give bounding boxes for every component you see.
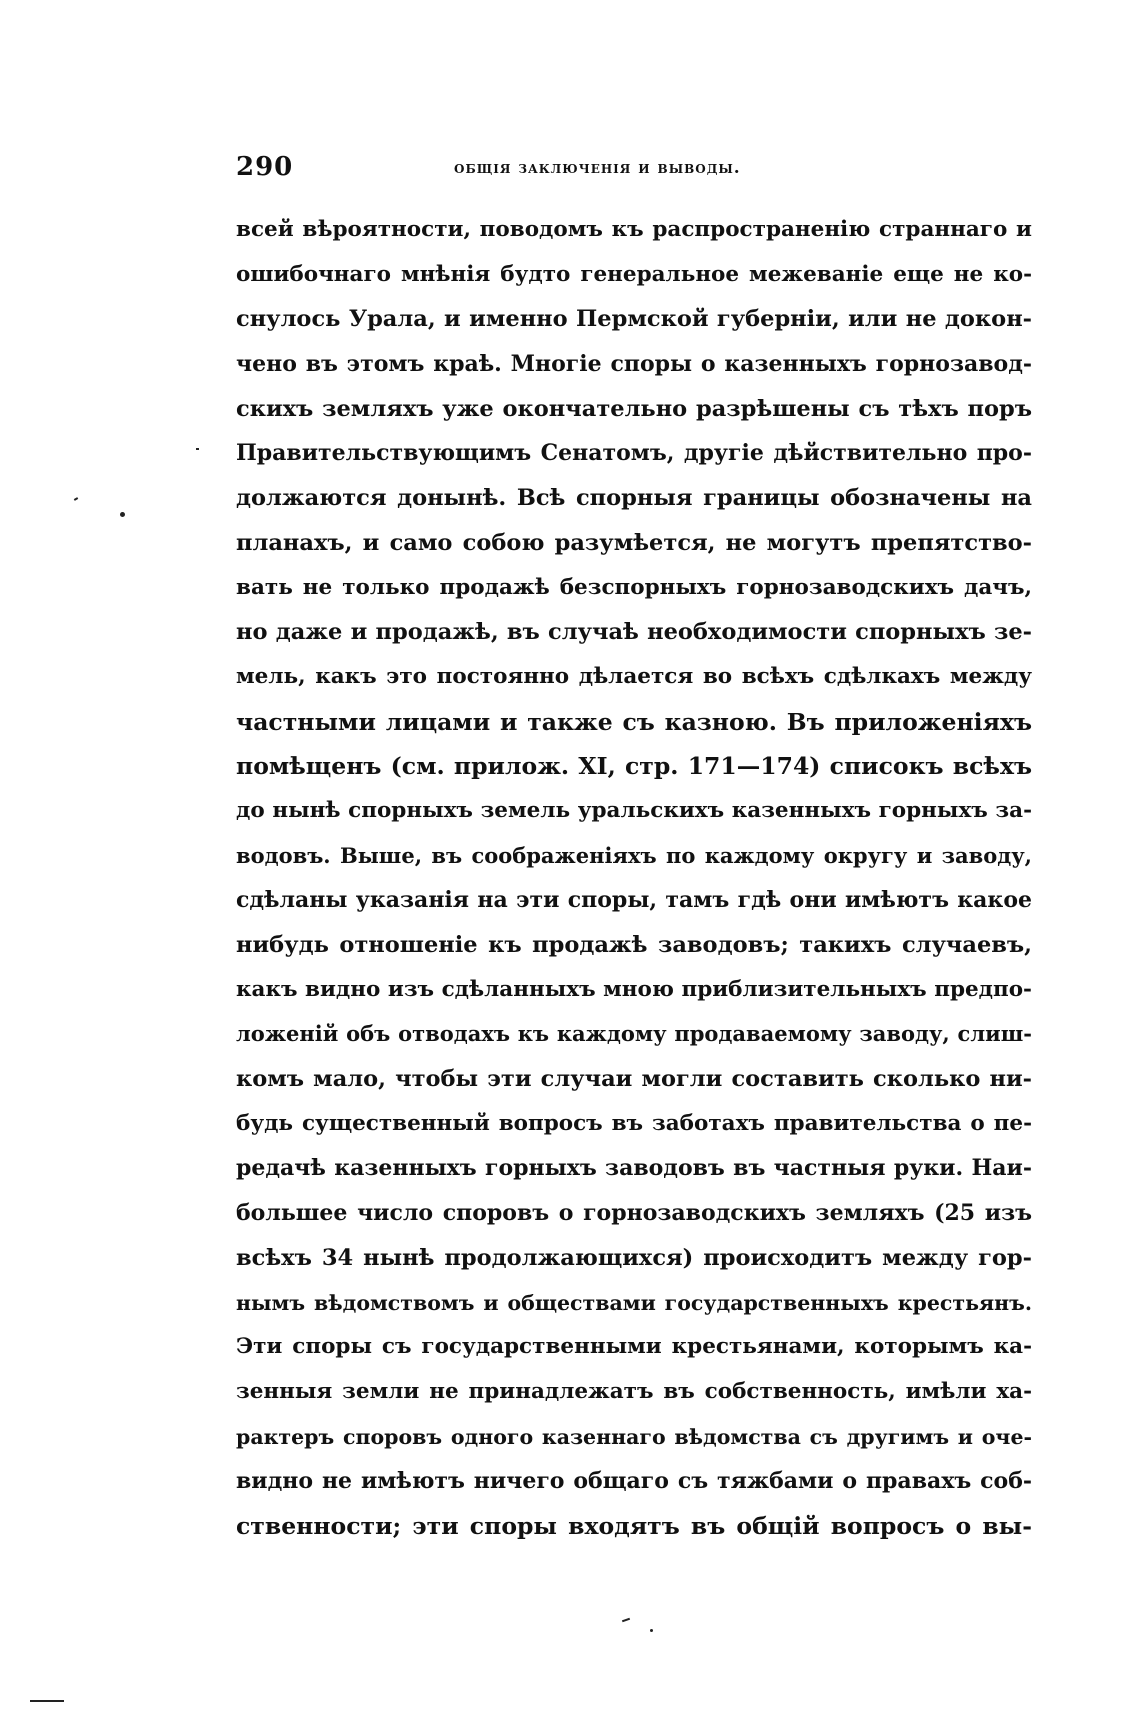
text-line: частными лицами и также съ казною. Въ приложеніяхъ: [236, 707, 1032, 736]
text-line: снулось Урала, и именно Пермской губерніи, или не докон-: [236, 306, 1032, 333]
text-line: ошибочнаго мнѣнія будто генеральное межеваніе еще не ко-: [236, 261, 1032, 287]
text-line: ложеній объ отводахъ къ каждому продаваемому заводу, слиш-: [236, 1021, 1032, 1047]
text-line: но даже и продажѣ, въ случаѣ необходимости спорныхъ зе-: [236, 619, 1032, 646]
text-line: нибудь отношеніе къ продажѣ заводовъ; такихъ случаевъ,: [236, 932, 1032, 958]
text-line: помѣщенъ (см. прилож. XI, стр. 171—174) списокъ всѣхъ: [236, 752, 1032, 781]
text-line: будь существенный вопросъ въ заботахъ правительства о пе-: [236, 1110, 1032, 1136]
text-line: комъ мало, чтобы эти случаи могли составить сколько ни-: [236, 1066, 1032, 1093]
scan-speck: [120, 512, 125, 517]
text-line: скихъ земляхъ уже окончательно разрѣшены съ тѣхъ поръ: [236, 395, 1032, 422]
text-line: редачѣ казенныхъ горныхъ заводовъ въ частныя руки. Наи-: [236, 1155, 1032, 1182]
text-line: должаются донынѣ. Всѣ спорныя границы обозначены на: [236, 485, 1032, 512]
scan-speck: [622, 1618, 630, 1623]
text-line: планахъ, и само собою разумѣется, не могутъ препятство-: [236, 529, 1032, 556]
text-line: мель, какъ это постоянно дѣлается во всѣхъ сдѣлкахъ между: [236, 663, 1032, 689]
text-line: водовъ. Выше, въ соображеніяхъ по каждому округу и заводу,: [236, 842, 1032, 868]
running-head: общія заключенія и выводы.: [454, 158, 741, 178]
text-line: какъ видно изъ сдѣланныхъ мною приблизительныхъ предпо-: [236, 976, 1032, 1002]
text-line: сдѣланы указанія на эти споры, тамъ гдѣ они имѣютъ какое: [236, 887, 1032, 914]
text-line: ственности; эти споры входятъ въ общій вопросъ о вы-: [236, 1511, 1032, 1540]
text-line: нымъ вѣдомствомъ и обществами государственныхъ крестьянъ.: [236, 1290, 1032, 1315]
text-line: видно не имѣютъ ничего общаго съ тяжбами о правахъ соб-: [236, 1468, 1032, 1495]
text-line: вать не только продажѣ безспорныхъ горнозаводскихъ дачъ,: [236, 574, 1032, 600]
scan-speck: [74, 497, 78, 501]
scan-speck: [650, 1629, 653, 1632]
text-line: чено въ этомъ краѣ. Многіе споры о казенныхъ горнозавод-: [236, 351, 1032, 378]
text-line: до нынѣ спорныхъ земель уральскихъ казенныхъ горныхъ за-: [236, 797, 1032, 823]
text-line: Эти споры съ государственными крестьянами, которымъ ка-: [236, 1334, 1032, 1360]
scan-speck: [196, 448, 199, 450]
scan-speck: [30, 1700, 64, 1702]
text-line: большее число споровъ о горнозаводскихъ земляхъ (25 изъ: [236, 1200, 1032, 1227]
body-text: [236, 208, 1032, 1549]
text-line: рактеръ споровъ одного казеннаго вѣдомства съ другимъ и оче-: [236, 1424, 1032, 1449]
text-line: Правительствующимъ Сенатомъ, другіе дѣйствительно про-: [236, 440, 1032, 467]
text-line: всей вѣроятности, поводомъ къ распространенію страннаго и: [236, 217, 1032, 242]
text-line: зенныя земли не принадлежатъ въ собственность, имѣли ха-: [236, 1378, 1032, 1404]
page-number: 290: [236, 152, 294, 182]
text-line: всѣхъ 34 нынѣ продолжающихся) происходитъ между гор-: [236, 1244, 1032, 1271]
